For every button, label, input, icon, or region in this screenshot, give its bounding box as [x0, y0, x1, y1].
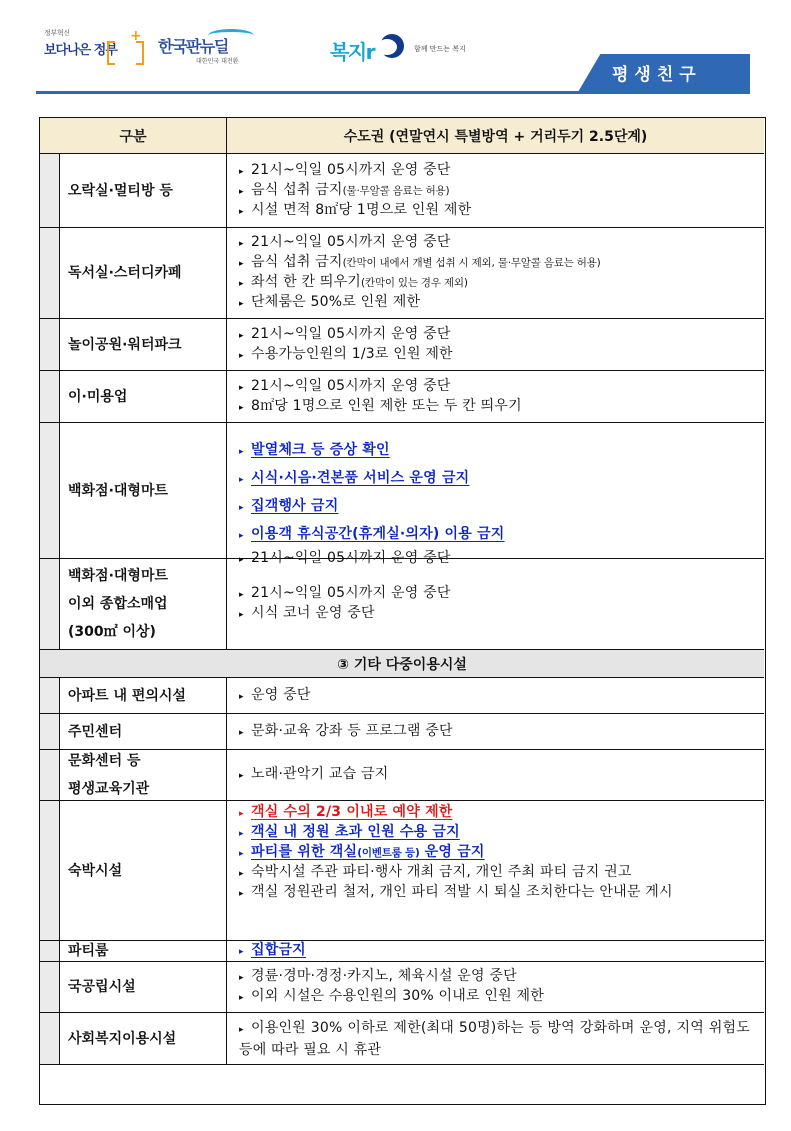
- table-row: [40, 371, 764, 423]
- rule-line: [239, 686, 764, 706]
- rule-text: 21시~익일 05시까지 운영 중단: [251, 161, 451, 178]
- rule-text: 음식 섭취 금지: [251, 181, 343, 198]
- table-row: [40, 1013, 764, 1065]
- korean-new-deal-logo: 한국판뉴딜 대한민국 대전환: [158, 34, 258, 74]
- rule-line: [239, 584, 764, 604]
- rule-line: [239, 437, 764, 465]
- header-detail: 수도권 (연말연시 특별방역 + 거리두기 2.5단계): [343, 128, 648, 145]
- bullet-icon: ▸: [239, 531, 244, 541]
- page-header: [0, 0, 791, 100]
- rule-line: [239, 987, 764, 1007]
- bullet-icon: ▸: [239, 350, 244, 361]
- row-category-cell: [60, 962, 227, 1012]
- bullet-icon: ▸: [239, 809, 244, 819]
- rule-text-tail: 운영 금지: [419, 844, 485, 860]
- bullet-icon: ▸: [239, 1024, 244, 1035]
- bullet-icon: ▸: [239, 382, 244, 393]
- row-side-stripe: [40, 941, 60, 961]
- bullet-icon: ▸: [239, 993, 244, 1003]
- row-category-cell: [60, 941, 227, 961]
- rule-line: [239, 397, 764, 417]
- rule-text: 21시~익일 05시까지 운영 중단: [251, 325, 451, 342]
- rule-text: 시식 코너 운영 중단: [251, 605, 375, 621]
- row-side-stripe: [40, 228, 60, 318]
- rule-note: (칸막이 내에서 개별 섭취 시 제외, 물·무알콜 음료는 허용): [342, 257, 601, 269]
- row-detail-cell: [227, 714, 764, 749]
- rule-text: 이용인원 30% 이하로 제한(최대 50명)하는 등 방역 강화하며 운영, 지역 위험도 등에 따라 필요 시 휴관: [239, 1019, 750, 1058]
- bullet-icon: ▸: [239, 947, 244, 957]
- plus-icon: +: [130, 28, 142, 44]
- bullet-icon: ▸: [239, 299, 244, 309]
- rule-line: [239, 823, 764, 843]
- table-row: [40, 423, 764, 566]
- row-detail-cell: [227, 1013, 764, 1064]
- rule-line: [239, 883, 764, 903]
- row-detail-cell: [227, 678, 764, 713]
- bullet-icon: ▸: [239, 829, 244, 839]
- rule-text: 문화·교육 강좌 등 프로그램 중단: [251, 722, 453, 739]
- row-category-label: 숙박시설: [68, 862, 123, 879]
- bullet-icon: ▸: [239, 259, 244, 269]
- rule-line: [239, 941, 764, 961]
- row-detail-cell: [227, 154, 764, 227]
- rule-line: [239, 803, 764, 823]
- bullet-icon: ▸: [239, 279, 244, 289]
- rule-text: 파티를 위한 객실: [251, 844, 358, 860]
- table-row: [40, 154, 764, 228]
- lifelong-friend-badge: 평생친구: [578, 54, 750, 92]
- row-category-cell: [60, 801, 227, 940]
- bullet-icon: ▸: [239, 206, 244, 217]
- rule-line: [239, 293, 764, 313]
- bullet-icon: ▸: [239, 771, 244, 781]
- row-category-cell: [60, 371, 227, 422]
- table-row: [40, 319, 764, 371]
- section-title-row: [40, 650, 764, 678]
- row-detail-cell: [227, 941, 764, 961]
- rule-text: 이용객 휴식공간(휴게실·의자) 이용 금지: [251, 526, 505, 542]
- row-side-stripe: [40, 962, 60, 1012]
- header-divider: [36, 91, 750, 94]
- row-side-stripe: [40, 154, 60, 227]
- rule-line: [239, 521, 764, 549]
- rule-line: [239, 967, 764, 987]
- row-detail-cell: [227, 750, 764, 800]
- row-category-cell: [60, 714, 227, 749]
- bullet-icon: ▸: [239, 727, 244, 738]
- row-side-stripe: [40, 678, 60, 713]
- row-side-stripe: [40, 559, 60, 649]
- row-category-label: 아파트 내 편의시설: [68, 687, 186, 704]
- rule-line: [239, 863, 764, 883]
- rule-line: [239, 201, 764, 221]
- row-category-cell: [60, 423, 227, 558]
- rule-text: 음식 섭취 금지: [251, 254, 343, 270]
- row-category-label: 백화점·대형마트: [68, 482, 168, 499]
- row-category-cell: [60, 750, 227, 800]
- row-category-cell: [60, 154, 227, 227]
- bullet-icon: ▸: [239, 555, 244, 565]
- rule-line: [239, 604, 764, 624]
- table-row: [40, 714, 764, 750]
- row-side-stripe: [40, 750, 60, 800]
- rule-text: 노래·관악기 교습 금지: [251, 766, 389, 782]
- row-detail-cell: [227, 228, 764, 318]
- government-innovation-logo: 정부혁신 보다나은 정부 +: [44, 28, 144, 68]
- row-side-stripe: [40, 801, 60, 940]
- rule-text: 객실 정원관리 철저, 개인 파티 적발 시 퇴실 조치한다는 안내문 게시: [251, 884, 673, 900]
- rule-note: (물·무알콜 음료는 허용): [342, 184, 450, 197]
- rule-line: [239, 161, 764, 181]
- rule-note: (칸막이 있는 경우 제외): [361, 277, 468, 289]
- row-side-stripe: [40, 319, 60, 370]
- rule-line: [239, 325, 764, 345]
- bullet-icon: ▸: [239, 239, 244, 249]
- rule-text: 발열체크 등 증상 확인: [251, 442, 390, 458]
- table-row: [40, 962, 764, 1013]
- rule-text: 집합금지: [251, 942, 306, 958]
- row-category-cell: [60, 319, 227, 370]
- bullet-icon: ▸: [239, 475, 244, 485]
- rule-line: [239, 345, 764, 365]
- row-category-label: 놀이공원·워터파크: [68, 336, 182, 353]
- bullet-icon: ▸: [239, 889, 244, 899]
- bullet-icon: ▸: [239, 330, 244, 341]
- bullet-icon: ▸: [239, 869, 244, 879]
- row-category-label: 문화센터 등 평생교육기관: [68, 753, 150, 797]
- rule-line: [239, 233, 764, 253]
- bullet-icon: ▸: [239, 402, 244, 413]
- rule-text: 단체룸은 50%로 인원 제한: [251, 294, 421, 310]
- table-row: [40, 559, 764, 650]
- bullet-icon: ▸: [239, 849, 244, 859]
- rule-text: 수용가능인원의 1/3로 인원 제한: [251, 345, 453, 362]
- rule-line: [239, 253, 764, 273]
- rule-text: 21시~익일 05시까지 운영 중단: [251, 377, 451, 394]
- rule-line: [239, 181, 764, 201]
- row-detail-cell: [227, 559, 764, 649]
- row-side-stripe: [40, 714, 60, 749]
- bullet-icon: ▸: [239, 447, 244, 457]
- row-category-label: 백화점·대형마트 이외 종합소매업 (300㎡ 이상): [68, 568, 168, 640]
- rule-note: (이벤트룸 등): [357, 847, 420, 859]
- row-category-cell: [60, 1013, 227, 1064]
- row-detail-cell: [227, 371, 764, 422]
- bullet-icon: ▸: [239, 610, 244, 620]
- bullet-icon: ▸: [239, 590, 244, 600]
- row-category-cell: [60, 559, 227, 649]
- table-row: [40, 801, 764, 941]
- table-row: [40, 228, 764, 319]
- row-detail-cell: [227, 962, 764, 1012]
- row-category-cell: [60, 228, 227, 318]
- rule-text: 21시~익일 05시까지 운영 중단: [251, 585, 451, 601]
- bullet-icon: ▸: [239, 186, 244, 197]
- header-category: 구분: [40, 118, 227, 153]
- rule-text: 객실 수의 2/3 이내로 예약 제한: [251, 804, 453, 820]
- row-detail-cell: [227, 423, 764, 566]
- row-category-label: 사회복지이용시설: [68, 1030, 177, 1047]
- bullet-icon: ▸: [239, 973, 244, 983]
- row-category-label: 이·미용업: [68, 388, 128, 405]
- rule-line: [239, 465, 764, 493]
- row-category-label: 주민센터: [68, 723, 123, 740]
- row-category-label: 독서실·스터디카페: [68, 265, 182, 281]
- rule-line: [239, 377, 764, 397]
- row-category-cell: [60, 678, 227, 713]
- section-title: ③ 기타 다중이용시설: [337, 656, 467, 673]
- row-detail-cell: [227, 319, 764, 370]
- bullet-icon: ▸: [239, 691, 244, 702]
- rule-line: [239, 722, 764, 742]
- rule-text: 운영 중단: [251, 686, 311, 703]
- row-side-stripe: [40, 423, 60, 558]
- bullet-icon: ▸: [239, 503, 244, 513]
- rule-line: [239, 273, 764, 293]
- table-row: [40, 941, 764, 962]
- table-header-row: [40, 118, 764, 154]
- table-row: [40, 750, 764, 801]
- swoosh-icon: [380, 34, 404, 58]
- row-category-label: 파티룸: [68, 943, 109, 959]
- row-detail-cell: [227, 801, 764, 940]
- rule-text: 객실 내 정원 초과 인원 수용 금지: [251, 824, 460, 840]
- rule-line: [239, 765, 764, 785]
- rule-text: 8㎡당 1명으로 인원 제한 또는 두 칸 띄우기: [251, 397, 522, 414]
- rule-text: 경륜·경마·경정·카지노, 체육시설 운영 중단: [251, 968, 517, 984]
- rule-line: [239, 1018, 764, 1060]
- quarantine-measures-table: [39, 117, 766, 1105]
- row-side-stripe: [40, 371, 60, 422]
- bullet-icon: ▸: [239, 166, 244, 177]
- rule-text: 집객행사 금지: [251, 498, 339, 514]
- table-row: [40, 678, 764, 714]
- rule-text: 시식·시음·견본품 서비스 운영 금지: [251, 470, 470, 486]
- rule-line: [239, 843, 764, 863]
- row-category-label: 국공립시설: [68, 979, 136, 995]
- rule-text: 21시~익일 05시까지 운영 중단: [251, 234, 451, 250]
- rule-line: [239, 493, 764, 521]
- welfare-logo: 복지r 함께 만드는 복지: [330, 36, 500, 66]
- rule-text: 숙박시설 주관 파티·행사 개최 금지, 개인 주최 파티 금지 권고: [251, 864, 632, 880]
- row-category-label: 오락실·멀티방 등: [68, 182, 173, 199]
- rule-text: 이외 시설은 수용인원의 30% 이내로 인원 제한: [251, 988, 544, 1004]
- rule-text: 좌석 한 칸 띄우기: [251, 274, 362, 290]
- row-side-stripe: [40, 1013, 60, 1064]
- rule-text: 21시~익일 05시까지 운영 중단: [251, 550, 451, 566]
- rule-text: 시설 면적 8㎡당 1명으로 인원 제한: [251, 201, 472, 218]
